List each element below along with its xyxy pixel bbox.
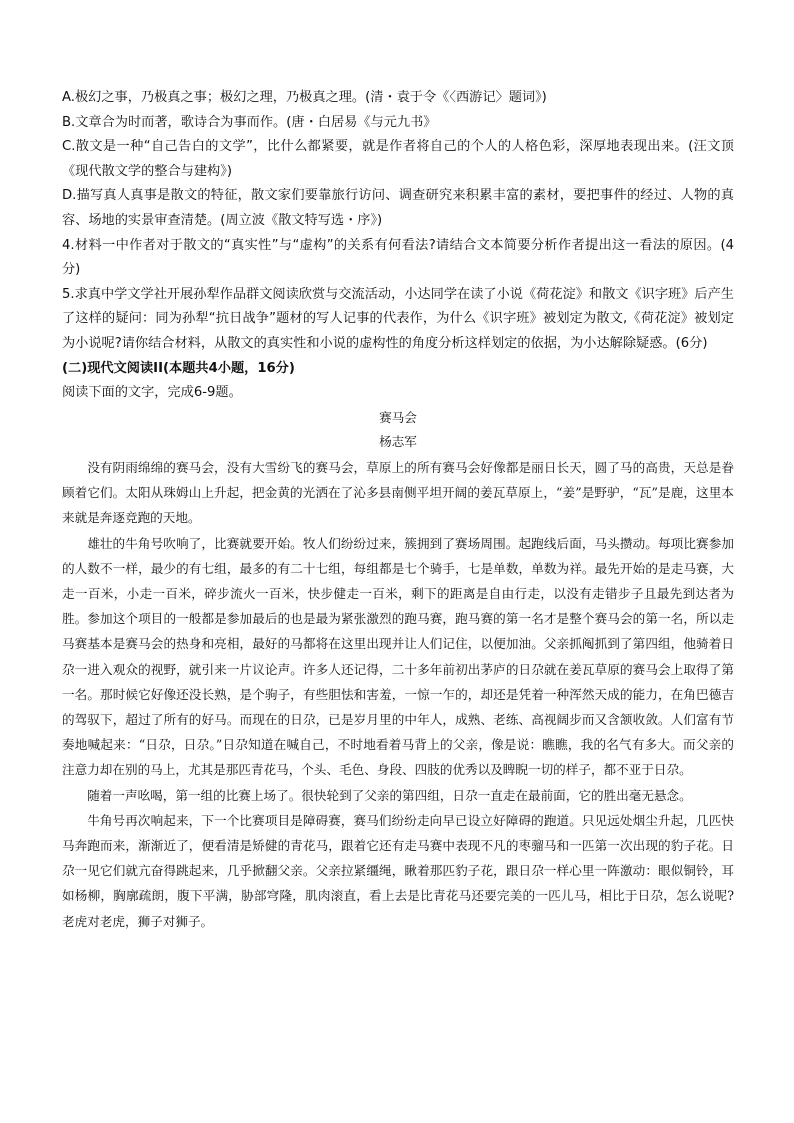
story-paragraph: 雄壮的牛角号吹响了，比赛就要开始。牧人们纷纷过来，簇拥到了赛场周围。起跑线后面，马头攒动。每项比赛参加的人数不一样，最少的有七组，最多的有二十七组，每组都是七个骑手，七是单数，单数为祥。最先开始的是走马赛，大走一百米，小走一百米，碎步流火一百米，快步健走一百米，剩下的距离是自由行走，以没有走错步子且最先到达者为胜。参加这个项目的一般都是参加最后的也是最为紧张激烈的跑马赛，跑马赛的第一名才是整个赛马会的第一名，所以走马赛基本是赛马会的热身和亮相，最好的马都将在这里出现并让人们记住，以便加油。父亲抓阄抓到了第四组，他骑着日尕一进入观众的视野，就引来一片议论声。许多人还记得，二十多年前初出茅庐的日尕就在姜瓦草原的赛马会上取得了第一名。那时候它好像还没长熟，是个驹子，有些胆怯和害羞，一惊一乍的，却还是凭着一种浑然天成的能力，在角巴德吉的驾驭下，超过了所有的好马。而现在的日尕，已是岁月里的中年人，成熟、老练、高视阔步而又含颔收敛。人们富有节奏地喊起来：“日尕，日尕。”日尕知道在喊自己，不时地看着马背上的父亲，像是说：瞧瞧，我的名气有多大。而父亲的注意力却在别的马上，尤其是那匹青花马，个头、毛色、身段、四肢的优秀以及睥睨一切的样子，都不亚于日尕。 bbox=[62, 535, 734, 778]
reading-instruction: 阅读下面的文字，完成6-9题。 bbox=[62, 385, 242, 401]
option-c: C.散文是一种“自己告白的文学”，比什么都紧要，就是作者将自己的个人的人格色彩，深厚地表现出来。(汪文顶《现代散文学的整合与建构》) bbox=[62, 139, 734, 179]
story-paragraph: 没有阴雨绵绵的赛马会，没有大雪纷飞的赛马会，草原上的所有赛马会好像都是丽日长天，圆了马的高贵，天总是眷顾着它们。太阳从珠姆山上升起，把金黄的光洒在了沁多县南侧平坦开阔的姜瓦草原上，“姜”是野驴，“瓦”是鹿，这里本来就是奔逐竞跑的天地。 bbox=[62, 459, 734, 526]
option-d: D.描写真人真事是散文的特征，散文家们要靠旅行访问、调查研究来积累丰富的素材，要把事件的经过、人物的真容、场地的实景审查清楚。(周立波《散文特写选・序》) bbox=[62, 188, 734, 228]
story-title: 赛马会 bbox=[379, 409, 417, 425]
question-4: 4.材料一中作者对于散文的“真实性”与“虚构”的关系有何看法?请结合文本简要分析作者提出这一看法的原因。(4分) bbox=[62, 237, 734, 278]
question-5: 5.求真中学文学社开展孙犁作品群文阅读欣赏与交流活动，小达同学在读了小说《荷花淀》和散文《识字班》后产生了这样的疑问：同为孙犁“抗日战争”题材的写人记事的代表作，为什么《识字班》被划定为散文,《荷花淀》被划定为小说呢?请你结合材料，从散文的真实性和小说的虚构性的角度分析这样划定的依据，为小达解除疑惑。(6分) bbox=[62, 286, 734, 351]
exam-page bbox=[62, 86, 734, 934]
story-paragraph: 随着一声吆喝，第一组的比赛上场了。很快轮到了父亲的第四组，日尕一直走在最前面，它的胜出毫无悬念。 bbox=[87, 787, 692, 803]
story-paragraph: 牛角号再次响起来，下一个比赛项目是障碍赛，赛马们纷纷走向早已设立好障碍的跑道。只见远处烟尘升起，几匹快马奔跑而来，渐渐近了，便看清是矫健的青花马，跟着它还有走马赛中表现不凡的枣骝马和一匹第一次出现的豹子花。日尕一见它们就亢奋得跳起来，几乎掀翻父亲。父亲拉紧缰绳，瞅着那匹豹子花，跟日尕一样心里一阵激动：眼似铜铃，耳如杨柳，胸廓疏朗，腹下平满，胁部穹隆，肌肉滚直，看上去是比青花马还要完美的一匹儿马，相比于日尕，怎么说呢?老虎对老虎，狮子对狮子。 bbox=[62, 812, 734, 929]
option-b: B.文章合为时而著，歌诗合为事而作。(唐・白居易《与元九书》 bbox=[62, 114, 437, 130]
story-author: 杨志军 bbox=[379, 434, 417, 450]
section-heading: (二)现代文阅读II(本题共4小题，16分) bbox=[62, 360, 295, 376]
option-a: A.极幻之事，乃极真之事；极幻之理，乃极真之理。(清・袁于令《〈西游记〉题词》) bbox=[62, 90, 547, 105]
